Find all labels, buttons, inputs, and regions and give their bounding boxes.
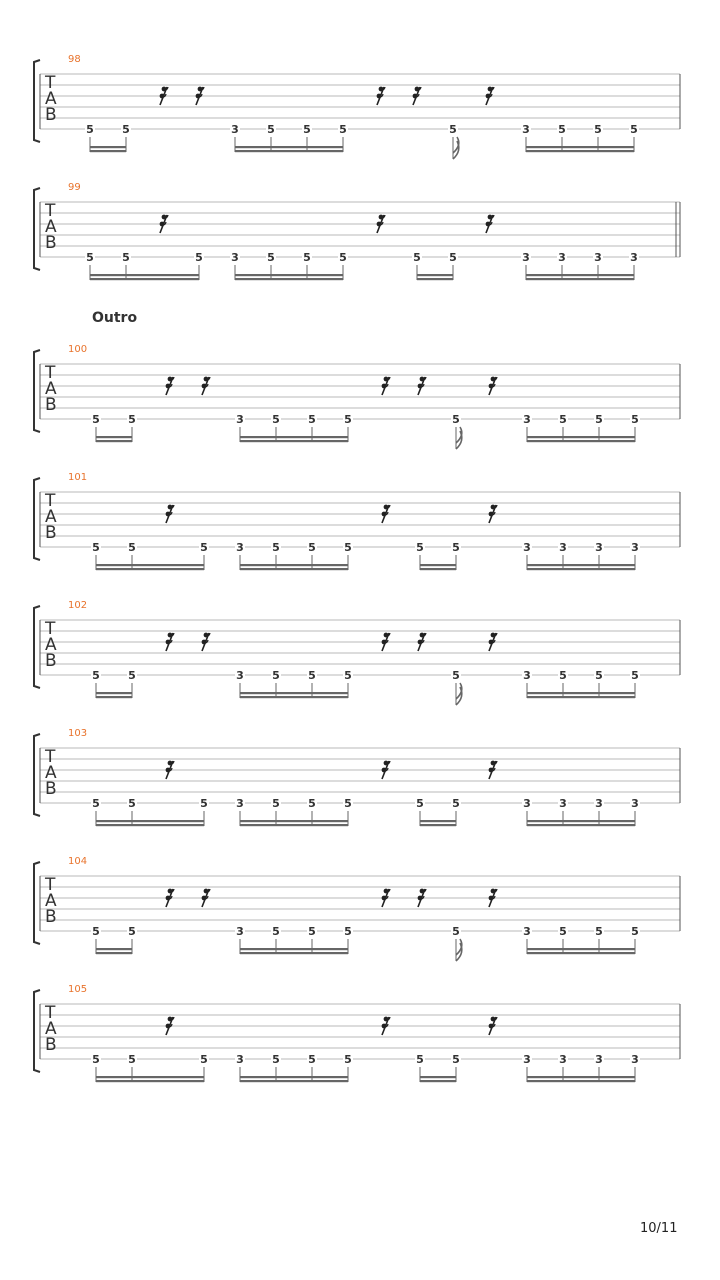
fret-number: 5 — [452, 1053, 460, 1066]
beam — [420, 568, 456, 570]
fret-number: 5 — [339, 251, 347, 264]
fret-number: 3 — [523, 797, 531, 810]
beam — [90, 146, 126, 148]
system-bracket — [34, 350, 40, 432]
beam — [240, 824, 348, 826]
fret-number: 5 — [128, 413, 136, 426]
fret-number: 3 — [631, 797, 639, 810]
tab-clef-letter: A — [45, 507, 57, 527]
beam — [527, 564, 635, 566]
system-bracket — [34, 606, 40, 688]
fret-number: 5 — [595, 925, 603, 938]
beam — [527, 948, 635, 950]
fret-number: 3 — [595, 1053, 603, 1066]
fret-number: 5 — [272, 797, 280, 810]
fret-number: 5 — [631, 669, 639, 682]
fret-number: 5 — [631, 413, 639, 426]
measure-number: 105 — [68, 984, 88, 995]
fret-number: 5 — [595, 669, 603, 682]
beam — [417, 278, 453, 280]
beam — [235, 274, 343, 276]
tab-clef-letter: B — [45, 523, 57, 543]
fret-number: 3 — [523, 541, 531, 554]
fret-number: 5 — [308, 797, 316, 810]
fret-number: 5 — [449, 123, 457, 136]
beam — [240, 568, 348, 570]
tab-clef-letter: B — [45, 395, 57, 415]
fret-number: 5 — [92, 925, 100, 938]
beam — [90, 274, 199, 276]
system-bracket — [34, 990, 40, 1072]
fret-number: 5 — [128, 541, 136, 554]
fret-number: 5 — [344, 925, 352, 938]
beam — [240, 436, 348, 438]
system-bracket — [34, 478, 40, 560]
tab-clef-letter: B — [45, 779, 57, 799]
fret-number: 5 — [452, 797, 460, 810]
tab-clef-letter: T — [45, 73, 56, 93]
fret-number: 3 — [631, 1053, 639, 1066]
beam — [527, 440, 635, 442]
fret-number: 5 — [272, 413, 280, 426]
fret-number: 5 — [558, 123, 566, 136]
fret-number: 5 — [267, 251, 275, 264]
beam — [420, 824, 456, 826]
fret-number: 3 — [523, 413, 531, 426]
beam — [240, 948, 348, 950]
measure-number: 101 — [68, 472, 88, 483]
system-bracket — [34, 60, 40, 142]
fret-number: 3 — [595, 541, 603, 554]
beam — [96, 564, 204, 566]
fret-number: 5 — [344, 413, 352, 426]
fret-number: 5 — [92, 669, 100, 682]
beam — [96, 692, 132, 694]
beam — [527, 696, 635, 698]
tab-clef-letter: T — [45, 747, 56, 767]
tab-clef-letter: T — [45, 363, 56, 383]
beam — [526, 274, 634, 276]
fret-number: 5 — [303, 123, 311, 136]
fret-number: 5 — [128, 1053, 136, 1066]
fret-number: 3 — [631, 541, 639, 554]
fret-number: 5 — [559, 413, 567, 426]
fret-number: 5 — [308, 925, 316, 938]
fret-number: 5 — [272, 669, 280, 682]
fret-number: 3 — [236, 797, 244, 810]
tab-clef-letter: B — [45, 105, 57, 125]
page-number: 10/11 — [640, 1221, 678, 1236]
fret-number: 3 — [559, 1053, 567, 1066]
fret-number: 3 — [558, 251, 566, 264]
tab-system — [34, 856, 680, 961]
beam — [240, 692, 348, 694]
tab-clef-letter: T — [45, 619, 56, 639]
fret-number: 5 — [303, 251, 311, 264]
beam — [96, 1080, 204, 1082]
beam — [96, 952, 132, 954]
fret-number: 3 — [236, 541, 244, 554]
beam — [526, 146, 634, 148]
fret-number: 5 — [339, 123, 347, 136]
fret-number: 5 — [272, 925, 280, 938]
fret-number: 5 — [449, 251, 457, 264]
measure-number: 100 — [68, 344, 88, 355]
fret-number: 5 — [344, 541, 352, 554]
fret-number: 5 — [92, 413, 100, 426]
beam — [90, 278, 199, 280]
beam — [420, 820, 456, 822]
fret-number: 5 — [344, 797, 352, 810]
fret-number: 5 — [308, 413, 316, 426]
beam — [96, 696, 132, 698]
tab-clef-letter: B — [45, 1035, 57, 1055]
tab-system — [34, 54, 680, 159]
fret-number: 5 — [272, 1053, 280, 1066]
tab-system — [34, 182, 680, 280]
fret-number: 5 — [128, 925, 136, 938]
tab-system — [34, 472, 680, 570]
fret-number: 5 — [272, 541, 280, 554]
tab-clef-letter: A — [45, 379, 57, 399]
beam — [240, 564, 348, 566]
fret-number: 5 — [122, 251, 130, 264]
beam — [420, 1076, 456, 1078]
tab-clef-letter: T — [45, 491, 56, 511]
tab-clef-letter: A — [45, 763, 57, 783]
fret-number: 5 — [200, 797, 208, 810]
fret-number: 3 — [522, 123, 530, 136]
beam — [240, 952, 348, 954]
fret-number: 5 — [86, 251, 94, 264]
beam — [240, 440, 348, 442]
tab-clef-letter: T — [45, 201, 56, 221]
fret-number: 3 — [522, 251, 530, 264]
tab-clef-letter: A — [45, 1019, 57, 1039]
beam — [96, 568, 204, 570]
fret-number: 5 — [92, 541, 100, 554]
tab-clef-letter: A — [45, 217, 57, 237]
beam — [240, 1076, 348, 1078]
fret-number: 5 — [200, 1053, 208, 1066]
fret-number: 3 — [236, 1053, 244, 1066]
beam — [527, 1076, 635, 1078]
beam — [526, 150, 634, 152]
fret-number: 5 — [344, 669, 352, 682]
tab-clef-letter: B — [45, 233, 57, 253]
beam — [235, 146, 343, 148]
fret-number: 3 — [231, 251, 239, 264]
fret-number: 3 — [236, 925, 244, 938]
fret-number: 3 — [559, 541, 567, 554]
beam — [527, 568, 635, 570]
fret-number: 5 — [594, 123, 602, 136]
fret-number: 3 — [236, 669, 244, 682]
fret-number: 5 — [416, 541, 424, 554]
beam — [240, 1080, 348, 1082]
fret-number: 5 — [452, 541, 460, 554]
beam — [527, 436, 635, 438]
beam — [527, 692, 635, 694]
beam — [235, 278, 343, 280]
beam — [235, 150, 343, 152]
fret-number: 5 — [195, 251, 203, 264]
fret-number: 3 — [236, 413, 244, 426]
fret-number: 3 — [595, 797, 603, 810]
beam — [96, 948, 132, 950]
fret-number: 5 — [344, 1053, 352, 1066]
fret-number: 5 — [595, 413, 603, 426]
measure-number: 99 — [68, 182, 81, 193]
fret-number: 5 — [308, 1053, 316, 1066]
system-bracket — [34, 734, 40, 816]
fret-number: 3 — [523, 669, 531, 682]
fret-number: 5 — [630, 123, 638, 136]
fret-number: 5 — [86, 123, 94, 136]
fret-number: 3 — [523, 925, 531, 938]
fret-number: 5 — [92, 797, 100, 810]
fret-number: 3 — [231, 123, 239, 136]
beam — [96, 824, 204, 826]
fret-number: 3 — [523, 1053, 531, 1066]
beam — [527, 952, 635, 954]
beam — [417, 274, 453, 276]
fret-number: 5 — [128, 669, 136, 682]
beam — [96, 1076, 204, 1078]
tab-system — [34, 984, 680, 1082]
beam — [96, 820, 204, 822]
tab-clef-letter: T — [45, 875, 56, 895]
fret-number: 5 — [413, 251, 421, 264]
beam — [527, 1080, 635, 1082]
fret-number: 5 — [92, 1053, 100, 1066]
tab-clef-letter: A — [45, 635, 57, 655]
fret-number: 5 — [128, 797, 136, 810]
fret-number: 5 — [452, 669, 460, 682]
measure-number: 98 — [68, 54, 81, 65]
fret-number: 3 — [594, 251, 602, 264]
measure-number: 102 — [68, 600, 88, 611]
tab-system — [34, 728, 680, 826]
tab-clef-letter: A — [45, 89, 57, 109]
beam — [96, 440, 132, 442]
measure-number: 104 — [68, 856, 88, 867]
tab-clef-letter: A — [45, 891, 57, 911]
beam — [420, 1080, 456, 1082]
fret-number: 5 — [416, 1053, 424, 1066]
tab-clef-letter: B — [45, 651, 57, 671]
beam — [527, 824, 635, 826]
measure-number: 103 — [68, 728, 88, 739]
fret-number: 3 — [559, 797, 567, 810]
beam — [527, 820, 635, 822]
fret-number: 5 — [559, 669, 567, 682]
tab-system — [34, 344, 680, 449]
fret-number: 5 — [308, 541, 316, 554]
fret-number: 3 — [630, 251, 638, 264]
fret-number: 5 — [452, 925, 460, 938]
fret-number: 5 — [631, 925, 639, 938]
beam — [240, 696, 348, 698]
fret-number: 5 — [122, 123, 130, 136]
fret-number: 5 — [267, 123, 275, 136]
beam — [526, 278, 634, 280]
system-bracket — [34, 862, 40, 944]
fret-number: 5 — [200, 541, 208, 554]
system-bracket — [34, 188, 40, 270]
fret-number: 5 — [416, 797, 424, 810]
beam — [96, 436, 132, 438]
tab-clef-letter: T — [45, 1003, 56, 1023]
beam — [90, 150, 126, 152]
fret-number: 5 — [452, 413, 460, 426]
tab-clef-letter: B — [45, 907, 57, 927]
tab-system — [34, 600, 680, 705]
beam — [240, 820, 348, 822]
fret-number: 5 — [308, 669, 316, 682]
fret-number: 5 — [559, 925, 567, 938]
beam — [420, 564, 456, 566]
section-label-outro: Outro — [92, 310, 138, 326]
